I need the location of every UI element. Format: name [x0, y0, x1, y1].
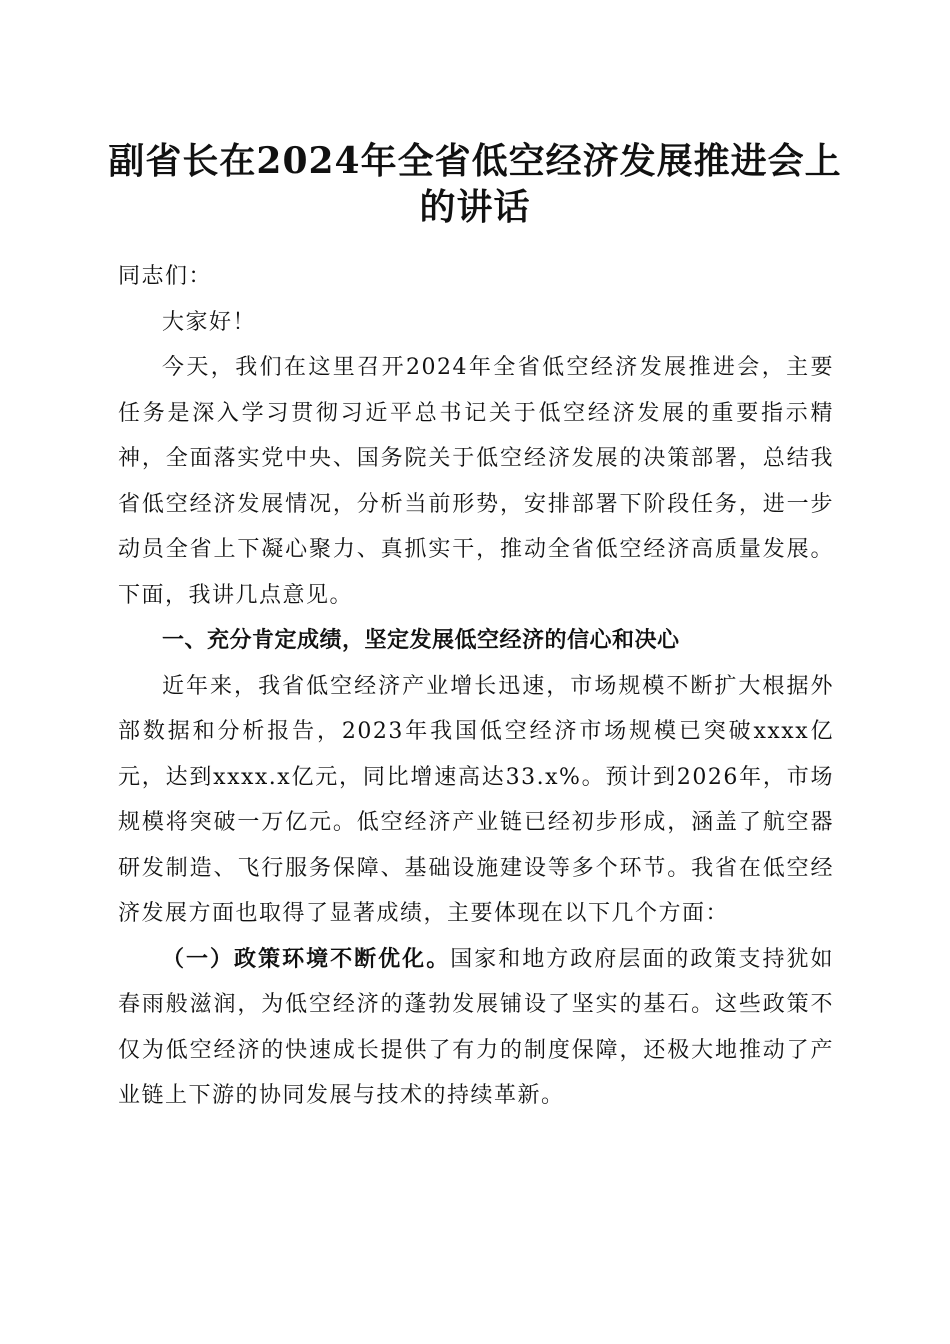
document-body: [118, 254, 834, 1119]
document-title: 副省长在2024年全省低空经济发展推进会上的讲话: [108, 140, 842, 228]
section-1-heading: 一、充分肯定成绩，坚定发展低空经济的信心和决心: [162, 628, 680, 653]
subsection-1-text: 国家和地方政府层面的政策支持犹如春雨般滋润，为低空经济的蓬勃发展铺设了坚实的基石。这些政策不仅为低空经济的快速成长提供了有力的制度保障，还极大地推动了产业链上下游的协同发展与技术的持续革新。: [118, 946, 834, 1108]
intro-paragraph: 今天，我们在这里召开2024年全省低空经济发展推进会，主要任务是深入学习贯彻习近平总书记关于低空经济发展的重要指示精神，全面落实党中央、国务院关于低空经济发展的决策部署，总结我省低空经济发展情况，分析当前形势，安排部署下阶段任务，进一步动员全省上下凝心聚力、真抓实干，推动全省低空经济高质量发展。下面，我讲几点意见。: [118, 355, 834, 608]
section-1-paragraph: 近年来，我省低空经济产业增长迅速，市场规模不断扩大根据外部数据和分析报告，2023年我国低空经济市场规模已突破xxxx亿元，达到xxxx.x亿元，同比增速高达33.x%。预计到2026年，市场规模将突破一万亿元。低空经济产业链已经初步形成，涵盖了航空器研发制造、飞行服务保障、基础设施建设等多个环节。我省在低空经济发展方面也取得了显著成绩，主要体现在以下几个方面：: [118, 673, 834, 926]
subsection-1-heading: （一）政策环境不断优化。: [162, 945, 451, 972]
subsection-1-paragraph: [118, 937, 834, 1119]
salutation: 同志们：: [118, 264, 213, 289]
greeting: 大家好！: [162, 309, 257, 335]
